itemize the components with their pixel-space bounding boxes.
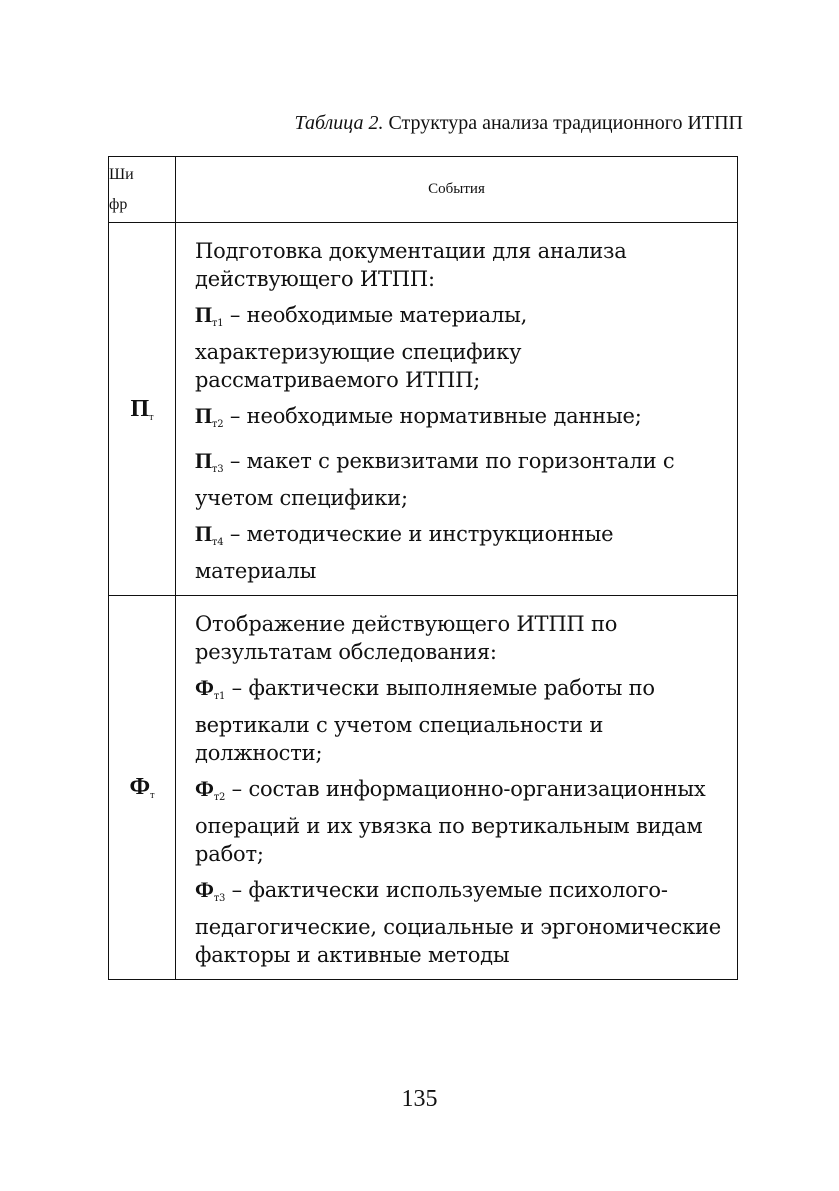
row-code-sub: т — [150, 790, 155, 801]
row-code: П — [130, 395, 150, 422]
row-code-cell — [109, 596, 176, 980]
list-item — [195, 402, 723, 439]
row-events-cell — [176, 596, 738, 980]
row-code-cell — [109, 223, 176, 596]
item-text: – методические и инструкционные материалы — [195, 522, 614, 583]
item-sub: т3 — [213, 893, 226, 904]
page-number: 135 — [401, 1086, 438, 1112]
caption-title: Структура анализа традиционного ИТПП — [388, 112, 743, 134]
item-text: – макет с реквизитами по горизонтали с учетом специфики; — [195, 449, 675, 510]
item-sub: т1 — [213, 691, 226, 702]
structure-table — [108, 156, 738, 980]
table-row — [109, 223, 738, 596]
table-row — [109, 596, 738, 980]
item-symbol: П — [195, 448, 212, 473]
item-text: – необходимые нормативные данные; — [223, 404, 642, 428]
item-text: – фактически используемые психолого-педагогические, социальные и эргономические факторы и активные методы — [195, 878, 722, 967]
table-caption — [295, 112, 743, 135]
row-intro: Подготовка документации для анализа действующего ИТПП: — [195, 239, 627, 291]
row-code-sub: т — [149, 411, 154, 423]
item-symbol: П — [195, 521, 212, 546]
item-sub: т4 — [211, 537, 224, 548]
item-text: – необходимые материалы, характеризующие специфику рассматриваемого ИТПП; — [195, 303, 528, 392]
item-symbol: Ф — [195, 877, 214, 902]
header-code-line2: фр — [109, 195, 128, 213]
list-item — [195, 301, 723, 394]
row-code: Ф — [129, 774, 151, 800]
item-sub: т3 — [211, 464, 224, 475]
item-symbol: П — [195, 302, 212, 327]
table-header-row — [109, 157, 738, 223]
list-item — [195, 775, 723, 868]
list-item — [195, 674, 723, 767]
item-sub: т1 — [211, 318, 224, 329]
caption-label: Таблица 2. — [294, 112, 384, 134]
item-symbol: П — [195, 403, 212, 428]
item-symbol: Ф — [195, 776, 214, 801]
row-intro: Отображение действующего ИТПП по результатам обследования: — [195, 612, 618, 664]
item-sub: т2 — [213, 792, 226, 803]
header-code-line1: Ши — [109, 165, 134, 183]
item-text: – фактически выполняемые работы по вертикали с учетом специальности и должности; — [195, 676, 655, 765]
list-item — [195, 447, 723, 512]
list-item — [195, 876, 723, 969]
row-events-cell — [176, 223, 738, 596]
item-sub: т2 — [211, 419, 224, 430]
header-events-cell: События — [176, 157, 738, 223]
item-symbol: Ф — [195, 675, 214, 700]
item-text: – состав информационно-организационных операций и их увязка по вертикальным видам работ; — [195, 777, 706, 866]
list-item — [195, 520, 723, 585]
header-code-cell — [109, 157, 176, 223]
